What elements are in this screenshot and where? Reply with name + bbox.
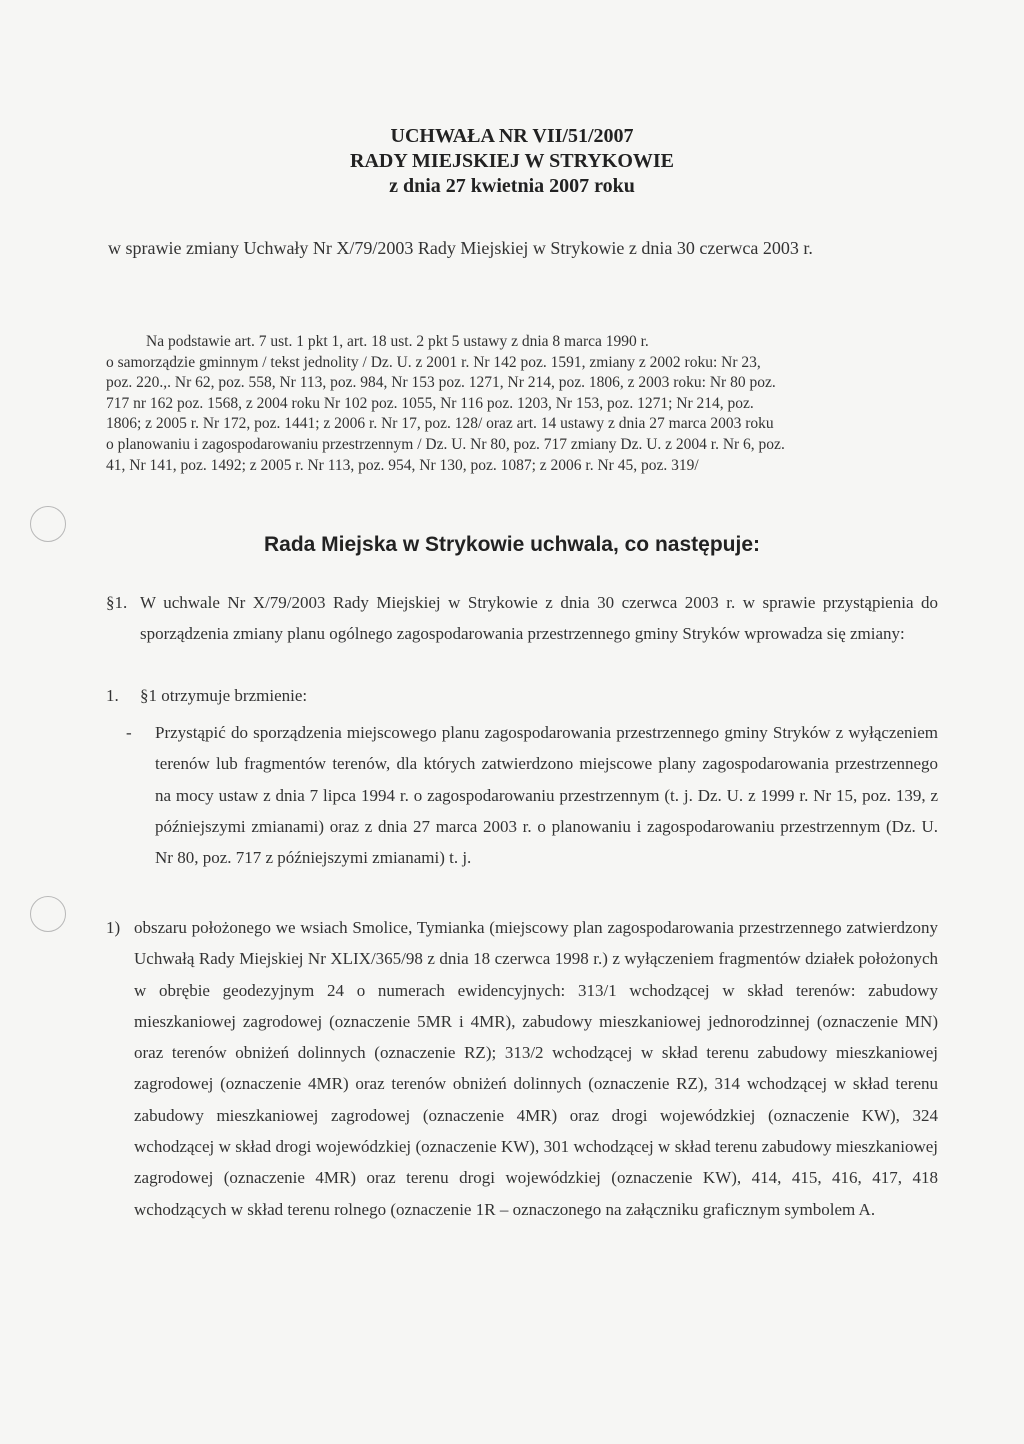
resolution-subject: w sprawie zmiany Uchwały Nr X/79/2003 Rady Miejskiej w Strykowie z dnia 30 czerwca 2003 r.: [108, 238, 813, 258]
legal-basis-line: o planowaniu i zagospodarowaniu przestrzennym / Dz. U. Nr 80, poz. 717 zmiany Dz. U. z 2004 r. Nr 6, poz.: [106, 435, 785, 453]
item-1-text: §1 otrzymuje brzmienie:: [140, 686, 308, 705]
item-marker: 1.: [106, 686, 119, 705]
resolution-number: UCHWAŁA NR VII/51/2007: [390, 125, 634, 147]
legal-basis-line: 717 nr 162 poz. 1568, z 2004 roku Nr 102 poz. 1055, Nr 116 poz. 1203, Nr 153, poz. 1271; Nr 214, poz.: [106, 394, 754, 412]
legal-basis-line: o samorządzie gminnym / tekst jednolity / Dz. U. z 2001 r. Nr 142 poz. 1591, zmiany z 2002 roku: Nr 23,: [106, 353, 761, 371]
legal-basis-line: 41, Nr 141, poz. 1492; z 2005 r. Nr 113, poz. 954, Nr 130, poz. 1087; z 2006 r. Nr 45, poz. 319/: [106, 456, 699, 474]
dash-marker: -: [126, 723, 132, 742]
legal-basis-line: poz. 220.,. Nr 62, poz. 558, Nr 113, poz. 984, Nr 153 poz. 1271, Nr 214, poz. 1806, z 2003 roku: Nr 80 poz.: [106, 374, 776, 392]
legal-basis-line: 1806; z 2005 r. Nr 172, poz. 1441; z 2006 r. Nr 17, poz. 128/ oraz art. 14 ustawy z dnia 27 marca 2003 roku: [106, 415, 774, 433]
section-marker: §1.: [106, 593, 128, 612]
section-1-text: W uchwale Nr X/79/2003 Rady Miejskiej w Strykowie z dnia 30 czerwca 2003 r. w sprawie przystąpienia do sporządzenia zmiany planu ogólnego zagospodarowania przestrzennego gminy Stryków wprowadza się zmiany:: [140, 593, 938, 644]
legal-basis-line: Na podstawie art. 7 ust. 1 pkt 1, art. 18 ust. 2 pkt 5 ustawy z dnia 8 marca 1990 r.: [146, 333, 649, 350]
resolution-statement: Rada Miejska w Strykowie uchwala, co następuje:: [263, 533, 760, 556]
punch-hole-bottom: [30, 896, 66, 932]
legal-basis: [106, 332, 938, 476]
point-1-text: obszaru położonego we wsiach Smolice, Tymianka (miejscowy plan zagospodarowania przestrzennego zatwierdzony Uchwałą Rady Miejskiej Nr XLIX/365/98 z dnia 18 czerwca 1998 r.) z wyłączeniem fragmentów działek położonych w obrębie geodezyjnym 24 o numerach ewidencyjnych: 313/1 wchodzącej w skład terenów: zabudowy mieszkaniowej zagrodowej (oznaczenie 5MR i 4MR), zabudowy mieszkaniowej jednorodzinnej (oznaczenie MN) oraz terenów obniżeń dolinnych (oznaczenie RZ); 313/2 wchodzącej w skład terenu zabudowy mieszkaniowej zagrodowej (oznaczenie 4MR) oraz terenów obniżeń dolinnych (oznaczenie RZ), 314 wchodzącej w skład terenu zabudowy mieszkaniowej zagrodowej (oznaczenie 4MR) oraz drogi wojewódzkiej (oznaczenie KW), 324 wchodzącej w skład drogi wojewódzkiej (oznaczenie KW), 301 wchodzącej w skład terenu zabudowy mieszkaniowej zagrodowej (oznaczenie 4MR) oraz terenu drogi wojewódzkiej (oznaczenie KW), 414, 415, 416, 417, 418 wchodzących w skład terenu rolnego (oznaczenie 1R – oznaczonego na załączniku graficznym symbolem A.: [134, 918, 938, 1219]
resolution-date: z dnia 27 kwietnia 2007 roku: [389, 175, 635, 197]
dash-item-text: Przystąpić do sporządzenia miejscowego planu zagospodarowania przestrzennego gminy Stryków z wyłączeniem terenów lub fragmentów terenów, dla których zatwierdzono miejscowe plany zagospodarowania przestrzennego na mocy ustaw z dnia 7 lipca 1994 r. o zagospodarowaniu przestrzennym (t. j. Dz. U. z 1999 r. Nr 15, poz. 139, z późniejszymi zmianami) oraz z dnia 27 marca 2003 r. o planowaniu i zagospodarowaniu przestrzennym (Dz. U. Nr 80, poz. 717 z późniejszymi zmianami) t. j.: [155, 723, 938, 868]
point-marker: 1): [106, 918, 121, 937]
council-name: RADY MIEJSKIEJ W STRYKOWIE: [350, 150, 674, 172]
